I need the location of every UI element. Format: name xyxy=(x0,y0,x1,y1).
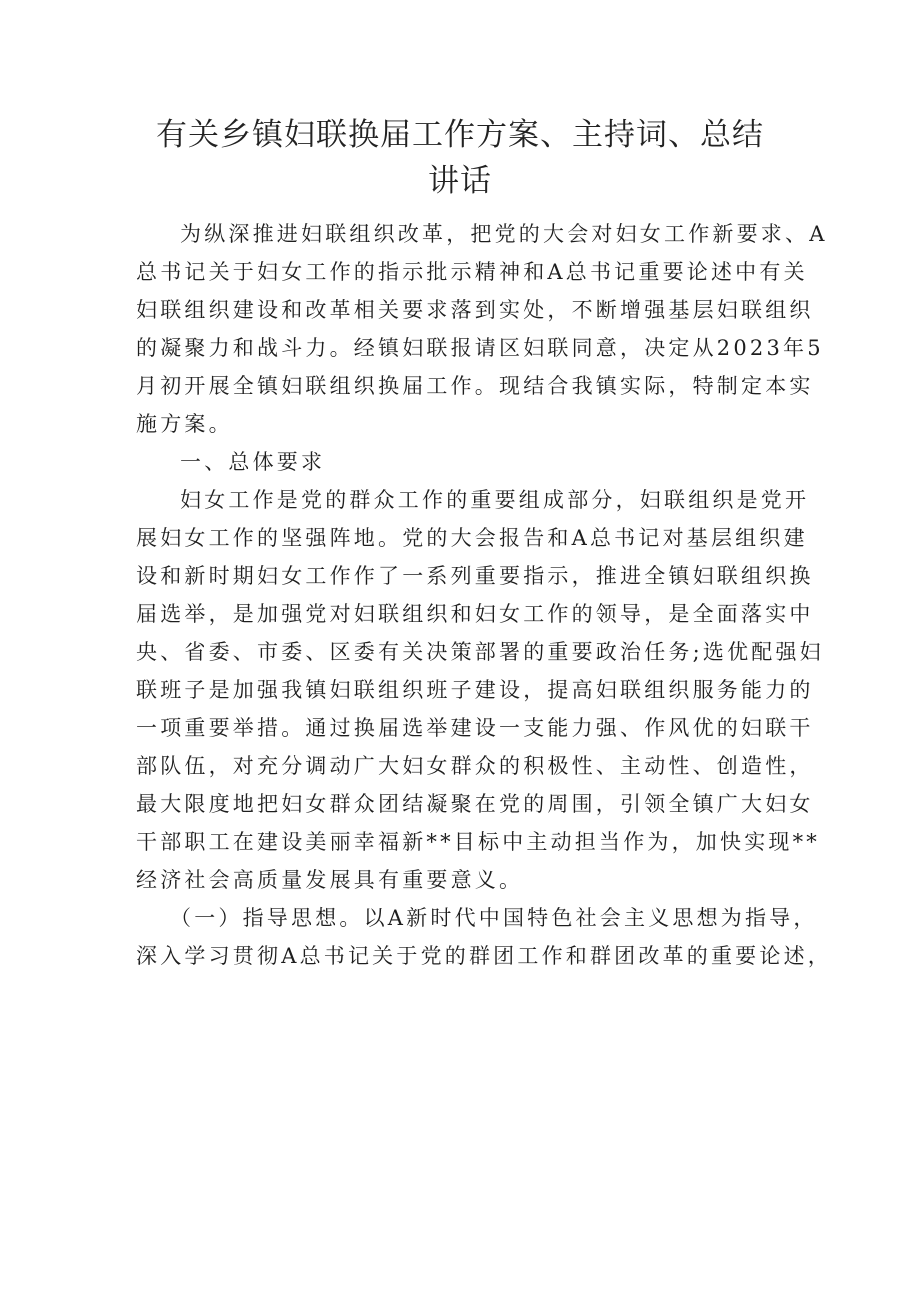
subsection-guiding-ideology-line: （一）指导思想。以A新时代中国特色社会主义思想为指导， xyxy=(170,906,818,930)
section-heading-overall-requirements: 一、总体要求 xyxy=(180,450,326,474)
paragraph-intro-line: 为纵深推进妇联组织改革，把党的大会对妇女工作新要求、A xyxy=(180,222,828,246)
paragraph-requirements-line: 一项重要举措。通过换届选举建设一支能力强、作风优的妇联干 xyxy=(136,716,814,740)
paragraph-requirements-line: 经济社会高质量发展具有重要意义。 xyxy=(136,868,524,892)
paragraph-intro-line: 妇联组织建设和改革相关要求落到实处，不断增强基层妇联组织 xyxy=(136,298,814,322)
paragraph-intro-line: 月初开展全镇妇联组织换届工作。现结合我镇实际，特制定本实 xyxy=(136,374,814,398)
subsection-guiding-ideology-line: 深入学习贯彻A总书记关于党的群团工作和群团改革的重要论述， xyxy=(136,944,832,968)
paragraph-requirements-line: 央、省委、市委、区委有关决策部署的重要政治任务;选优配强妇 xyxy=(136,640,824,664)
document-body xyxy=(136,215,832,975)
paragraph-requirements-line: 设和新时期妇女工作作了一系列重要指示，推进全镇妇联组织换 xyxy=(136,564,814,588)
paragraph-intro-line: 总书记关于妇女工作的指示批示精神和A总书记重要论述中有关 xyxy=(136,260,808,284)
paragraph-intro-line: 施方案。 xyxy=(136,412,233,436)
paragraph-requirements-line: 干部职工在建设美丽幸福新**目标中主动担当作为，加快实现** xyxy=(136,830,820,854)
paragraph-requirements-line: 届选举，是加强党对妇联组织和妇女工作的领导，是全面落实中 xyxy=(136,602,814,626)
title-line-1: 有关乡镇妇联换届工作方案、主持词、总结 xyxy=(156,117,764,153)
paragraph-intro-line: 的凝聚力和战斗力。经镇妇联报请区妇联同意，决定从2023年5 xyxy=(136,336,824,360)
paragraph-requirements-line: 妇女工作是党的群众工作的重要组成部分，妇联组织是党开 xyxy=(180,488,810,512)
paragraph-requirements-line: 最大限度地把妇女群众团结凝聚在党的周围，引领全镇广大妇女 xyxy=(136,792,814,816)
paragraph-requirements-line: 部队伍，对充分调动广大妇女群众的积极性、主动性、创造性， xyxy=(136,754,814,778)
document-title xyxy=(130,112,790,204)
title-line-2: 讲话 xyxy=(428,163,492,199)
paragraph-requirements-line: 联班子是加强我镇妇联组织班子建设，提高妇联组织服务能力的 xyxy=(136,678,814,702)
paragraph-requirements-line: 展妇女工作的坚强阵地。党的大会报告和A总书记对基层组织建 xyxy=(136,526,808,550)
